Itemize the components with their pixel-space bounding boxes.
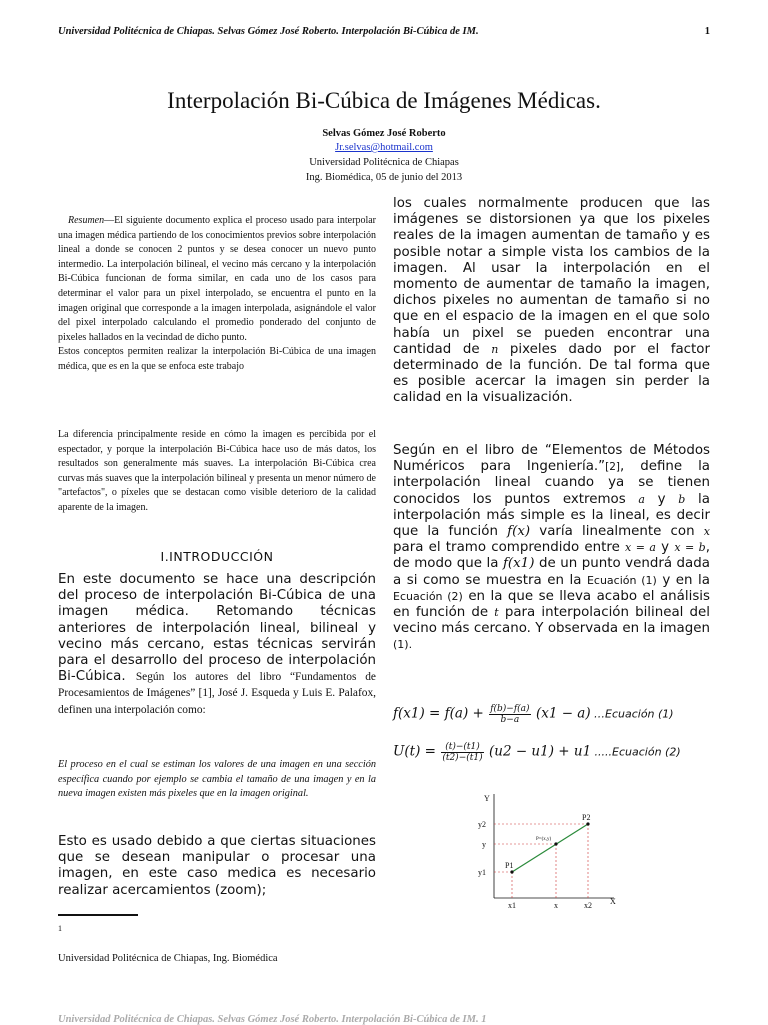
reference-2: [2]	[605, 461, 620, 474]
math-b: b	[678, 492, 686, 506]
eq2-lhs: U(t) =	[393, 743, 436, 760]
author-email-link[interactable]: Jr.selvas@hotmail.com	[335, 142, 433, 153]
eq2-fraction	[441, 742, 483, 763]
point-p	[554, 842, 557, 845]
label-x2: x2	[584, 901, 592, 910]
eq1-label: …Ecuación (1)	[594, 707, 674, 721]
math-x: x	[703, 525, 711, 539]
right-paragraph-2: Según en el libro de “Elementos de Métodos Numéricos para Ingeniería.”[2], define la interpolación lineal cuando ya se tienen conocidos los puntos extremos a y b la interpolación más simple es la lineal, es decir que la función f(x) varía linealmente con x para el tramo comprendido entre x = a y x = b, de modo que la f(x1) de un punto vendrá dada a si como se muestra en la Ecuación (1) y en la Ecuación (2) en la que se lleva acabo el análisis en función de t para interpolación bilineal del vecino más cercano. Y observada en la imagen (1).	[393, 443, 711, 652]
interpolation-line	[512, 824, 588, 872]
eq2-denominator: (t2)−(t1)	[442, 753, 483, 763]
label-y: y	[482, 840, 486, 849]
label-p1: P1	[505, 861, 514, 870]
math-n: n	[491, 342, 499, 356]
running-header	[58, 26, 710, 37]
abstract-text-2: Estos conceptos permiten realizar la interpolación Bi-Cúbica de una imagen médica, que es en la que se enfoca este trabajo	[58, 346, 376, 372]
abstract-paragraph-2	[58, 428, 376, 516]
right-text-1a: los cuales normalmente producen que las imágenes se distorsionen ya que los pixeles reales de la imagen aumentan de tamaño y es posible notar a simple vista los cambios de la imagen. Al usar la interpolación en el momento de aumentar de tamaño la imagen, dichos pixeles no aumentan de tamaño si no que en el espacio de la imagen en el que solo había un pixel se pueden encontrar una cantidad de	[393, 196, 710, 357]
abstract-label: Resumen	[68, 215, 105, 226]
equation-1	[393, 704, 713, 725]
label-y2: y2	[478, 820, 486, 829]
eq2-numerator: (t)−(t1)	[441, 742, 483, 753]
label-y1: y1	[478, 868, 486, 877]
point-p1	[510, 870, 513, 873]
eq1-rhs: (x1 − a)	[535, 705, 591, 722]
right-text-2e: para el tramo comprendido entre	[393, 540, 620, 556]
label-y-axis: Y	[484, 794, 490, 803]
label-x1: x1	[508, 901, 516, 910]
paper-title: Interpolación Bi-Cúbica de Imágenes Médicas.	[167, 88, 601, 113]
affiliation: Universidad Politécnica de Chiapas	[309, 157, 459, 168]
right-text-1b: pixeles dado por el factor determinado de la función. De tal forma que es posible acercar la imagen sin perder la calidad en la visualización.	[393, 341, 710, 406]
right-text-2a: Según en el libro de “Elementos de Métodos Numéricos para Ingeniería.”	[393, 443, 710, 475]
math-x-equals-b: x = b	[674, 541, 706, 555]
math-t: t	[494, 606, 499, 620]
right-text-2f: , de modo que la	[393, 540, 710, 572]
eq1-fraction	[489, 704, 530, 725]
interpolation-figure	[468, 788, 628, 912]
dept-date: Ing. Biomédica, 05 de junio del 2013	[305, 172, 463, 183]
page-number: 1	[704, 26, 710, 37]
eq2-rhs: (u2 − u1) + u1	[488, 743, 592, 760]
ref-equation-1: Ecuación (1)	[586, 573, 657, 587]
intro-paragraph-2: Esto es usado debido a que ciertas situaciones que se desean manipular o procesar una imagen, en este caso medica es necesario realizar acercamientos (zoom);	[58, 834, 376, 898]
intro-text: En este documento se hace una descripción del proceso de interpolación Bi-Cúbica de una imagen médica. Retomando técnicas anteriores de interpolación lineal, bilineal y vecino más cercano, estas técnicas servirán para el desarrollo del proceso de interpolación Bi-Cúbica.	[58, 572, 376, 685]
label-x: x	[554, 901, 558, 910]
math-x-equals-a: x = a	[625, 541, 656, 555]
right-text-2b: , define la interpolación lineal cuando ya se tienen conocidos los puntos extremos	[393, 459, 710, 507]
eq1-lhs: f(x1) = f(a) +	[393, 705, 484, 722]
footnote-mark: 1	[58, 924, 62, 933]
right-paragraph-1	[393, 196, 710, 407]
eq1-denominator: b−a	[500, 715, 520, 725]
ref-image-1: (1).	[393, 638, 413, 652]
footnote: Universidad Politécnica de Chiapas, Ing. Biomédica	[58, 953, 278, 964]
author-name: Selvas Gómez José Roberto	[322, 128, 446, 139]
eq1-numerator: f(b)−f(a)	[490, 704, 530, 714]
bleed-footer: Universidad Politécnica de Chiapas. Selvas Gómez José Roberto. Interpolación Bi-Cúbica de IM. 1	[58, 1014, 487, 1025]
abstract-text-3: La diferencia principalmente reside en cómo la imagen es percibida por el espectador, y porque la interpolación Bi-Cúbica hace uso de más datos, los resultados son generalmente más suaves. La interpolación Bi-Cúbica crea curvas más suaves que la interpolación bilineal y presenta un menor número de "artefactos", o píxeles que se destacan como visible deterioro de la calidad aparente de la imagen.	[58, 429, 376, 513]
label-p2: P2	[582, 813, 591, 822]
definition-quote: El proceso en el cual se estiman los valores de una imagen en una sección específica cuando por ejemplo se cambia el tamaño de una imagen y en la nueva imagen existen más pixeles que en la imagen original.	[58, 759, 376, 799]
abstract	[58, 214, 376, 375]
intro-paragraph	[58, 572, 376, 718]
right-text-2g: de un punto vendrá dada a si como se muestra en la	[393, 556, 710, 588]
section-title: I.INTRODUCCIÓN	[160, 549, 274, 564]
label-p: P=(x,y)	[536, 837, 552, 842]
equation-2	[393, 742, 713, 763]
ref-equation-2: Ecuación (2)	[393, 589, 463, 603]
right-text-2d: varía linealmente con	[539, 524, 695, 540]
math-fx: f(x)	[507, 524, 531, 540]
right-text-2i: en la que se lleva acabo el análisis en función de	[393, 588, 710, 621]
right-text-2j: para interpolación bilineal del vecino más cercano. Y observada en la imagen	[393, 605, 710, 637]
footnote-rule	[58, 914, 138, 916]
header-text: Universidad Politécnica de Chiapas. Selvas Gómez José Roberto. Interpolación Bi-Cúbica de IM.	[58, 26, 479, 37]
math-fx1: f(x1)	[502, 556, 535, 572]
eq2-label: .....Ecuación (2)	[594, 745, 681, 759]
label-x-axis: X	[610, 897, 616, 906]
right-text-2c: la interpolación más simple es la lineal, es decir que la función	[393, 491, 710, 540]
right-text-2h: y en la	[662, 572, 710, 588]
point-p2	[586, 822, 589, 825]
intro-text-tail: Según los autores del libro “Fundamentos de Procesamientos de Imágenes” [1], José J. Esqueda y Luis E. Palafox, definen una interpolación como:	[58, 671, 376, 716]
math-a: a	[638, 492, 645, 506]
abstract-text: —El siguiente documento explica el proceso usado para interpolar una imagen médica partiendo de los conocimientos previos sobre interpolación lineal a donde se conocen 2 puntos y se desea conocer un nuevo punto intermedio. La interpolación bilineal, el vecino más cercano y la interpolación Bi-Cúbica funcionan de forma similar, en cada uno de los casos para determinar el valor para un pixel interpolado, se encuentra el punto en la imagen original que corresponde a la imagen interpolada, asignándole el valor del pixel interpolado calculando el promedio ponderado del conjunto de pixeles hallados en la vecindad de dicho punto.	[58, 215, 376, 343]
